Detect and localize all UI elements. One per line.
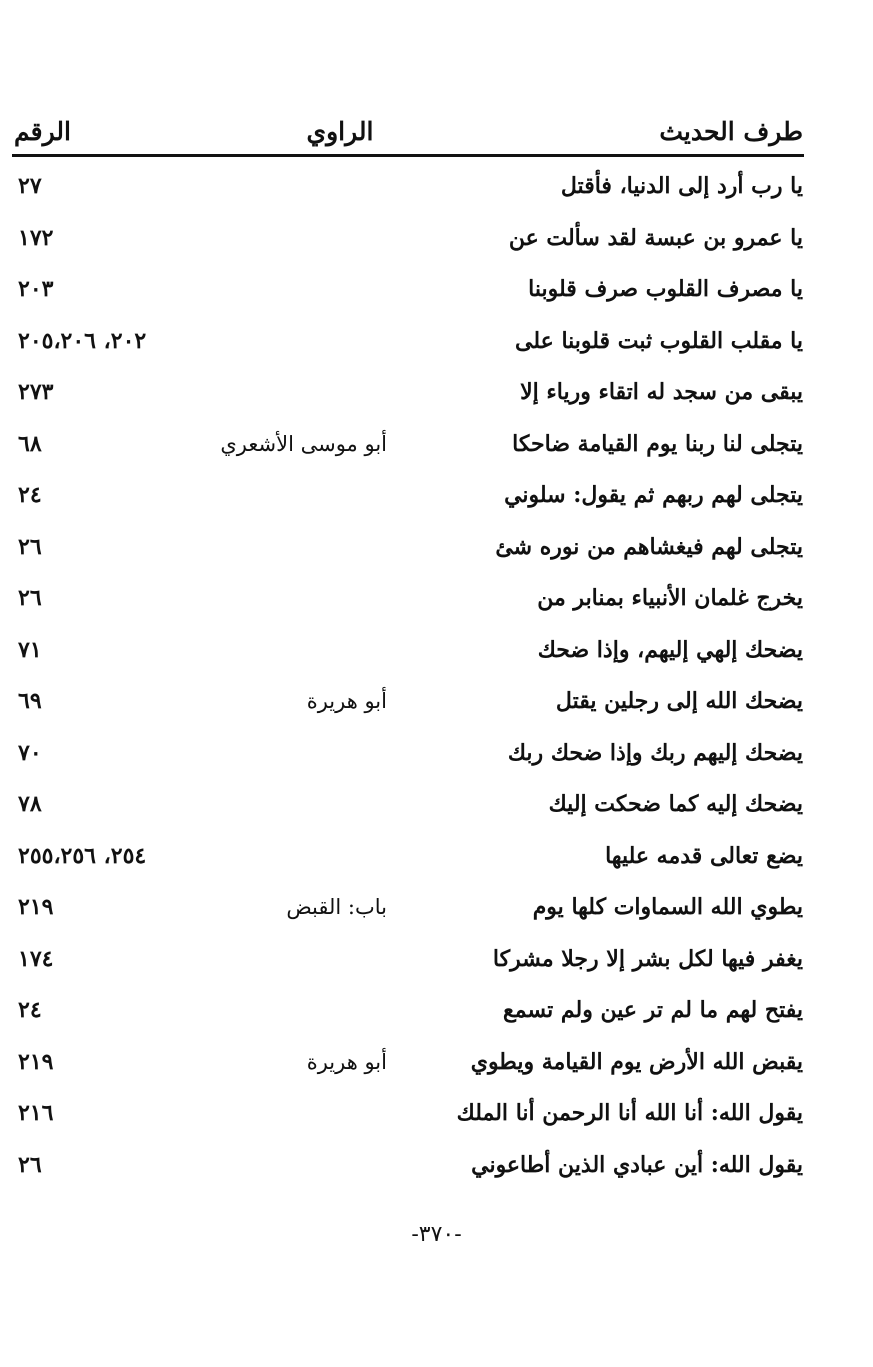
table-row [0,832,873,884]
table-header [0,112,873,156]
hadith-text: يضع تعالى قدمه عليها [605,842,803,869]
hadith-text: يتجلى لهم فيغشاهم من نوره شئ [495,533,803,560]
hadith-text: يخرج غلمان الأنبياء بمنابر من [537,585,803,611]
table-row [0,523,873,575]
hadith-text: يتجلى لنا ربنا يوم القيامة ضاحكا [512,430,803,457]
header-divider [12,154,804,157]
hadith-text: يبقى من سجد له اتقاء ورياء إلا [520,379,803,405]
hadith-number: ٢١٩ [18,894,54,920]
hadith-text: يضحك الله إلى رجلين يقتل [555,688,803,714]
hadith-number: ٧٨ [18,791,42,817]
table-row [0,1089,873,1141]
table-row [0,574,873,626]
table-row [0,1141,873,1193]
hadith-number: ٢٧٣ [18,379,54,405]
table-row [0,317,873,369]
rawi-text: باب: القبض [286,895,387,919]
hadith-text: يقول الله: أين عبادي الذين أطاعوني [471,1151,803,1178]
hadith-text: يطوي الله السماوات كلها يوم [532,894,803,920]
header-hadith: طرف الحديث [659,117,803,146]
hadith-number: ٢٦ [18,585,42,611]
hadith-text: يا عمرو بن عبسة لقد سألت عن [508,224,803,251]
hadith-text: يقبض الله الأرض يوم القيامة ويطوي [470,1048,803,1075]
rawi-text: أبو هريرة [306,1049,387,1074]
hadith-text: يضحك إليه كما ضحكت إليك [548,791,803,817]
hadith-text: يا مصرف القلوب صرف قلوبنا [528,276,803,302]
hadith-number: ٢٥٤، ٢٥٥،٢٥٦ [18,842,147,869]
header-rawi: الراوي [306,117,374,146]
page-number: -٣٧٠- [411,1222,462,1247]
hadith-text: يا رب أرد إلى الدنيا، فأقتل [560,173,803,199]
table-row [0,780,873,832]
hadith-text: يضحك إلهي إليهم، وإذا ضحك [537,636,803,663]
hadith-text: يا مقلب القلوب ثبت قلوبنا على [515,327,803,354]
hadith-number: ٦٩ [18,688,42,714]
table-row [0,729,873,781]
hadith-number: ٢٦ [18,533,42,560]
table-row [0,162,873,214]
hadith-text: يغفر فيها لكل بشر إلا رجلا مشركا [492,945,803,972]
hadith-number: ٢٤ [18,997,42,1023]
header-number: الرقم [14,117,71,146]
hadith-number: ٢٧ [18,173,42,199]
hadith-number: ٧١ [18,636,42,663]
hadith-text: يقول الله: أنا الله أنا الرحمن أنا الملك [456,1100,803,1126]
hadith-number: ٢١٩ [18,1048,54,1075]
table-row [0,214,873,266]
hadith-number: ٧٠ [18,739,42,766]
table-row [0,471,873,523]
hadith-number: ١٧٤ [18,945,54,972]
rawi-text: أبو موسى الأشعري [220,431,387,456]
hadith-number: ٢١٦ [18,1100,54,1126]
table-row [0,265,873,317]
table-row [0,368,873,420]
hadith-number: ٢٤ [18,482,42,508]
index-table-body [0,162,873,1192]
hadith-number: ٢٦ [18,1151,42,1178]
hadith-number: ٢٠٢، ٢٠٥،٢٠٦ [18,327,147,354]
hadith-text: يضحك إليهم ربك وإذا ضحك ربك [507,739,803,766]
hadith-number: ١٧٢ [18,224,54,251]
hadith-text: يتجلى لهم ربهم ثم يقول: سلوني [504,482,803,508]
rawi-text: أبو هريرة [306,689,387,713]
table-row [0,677,873,729]
hadith-number: ٢٠٣ [18,276,54,302]
hadith-number: ٦٨ [18,430,42,457]
table-row [0,626,873,678]
hadith-text: يفتح لهم ما لم تر عين ولم تسمع [503,997,803,1023]
table-row [0,986,873,1038]
table-row [0,935,873,987]
table-row [0,420,873,472]
table-row [0,883,873,935]
table-row [0,1038,873,1090]
